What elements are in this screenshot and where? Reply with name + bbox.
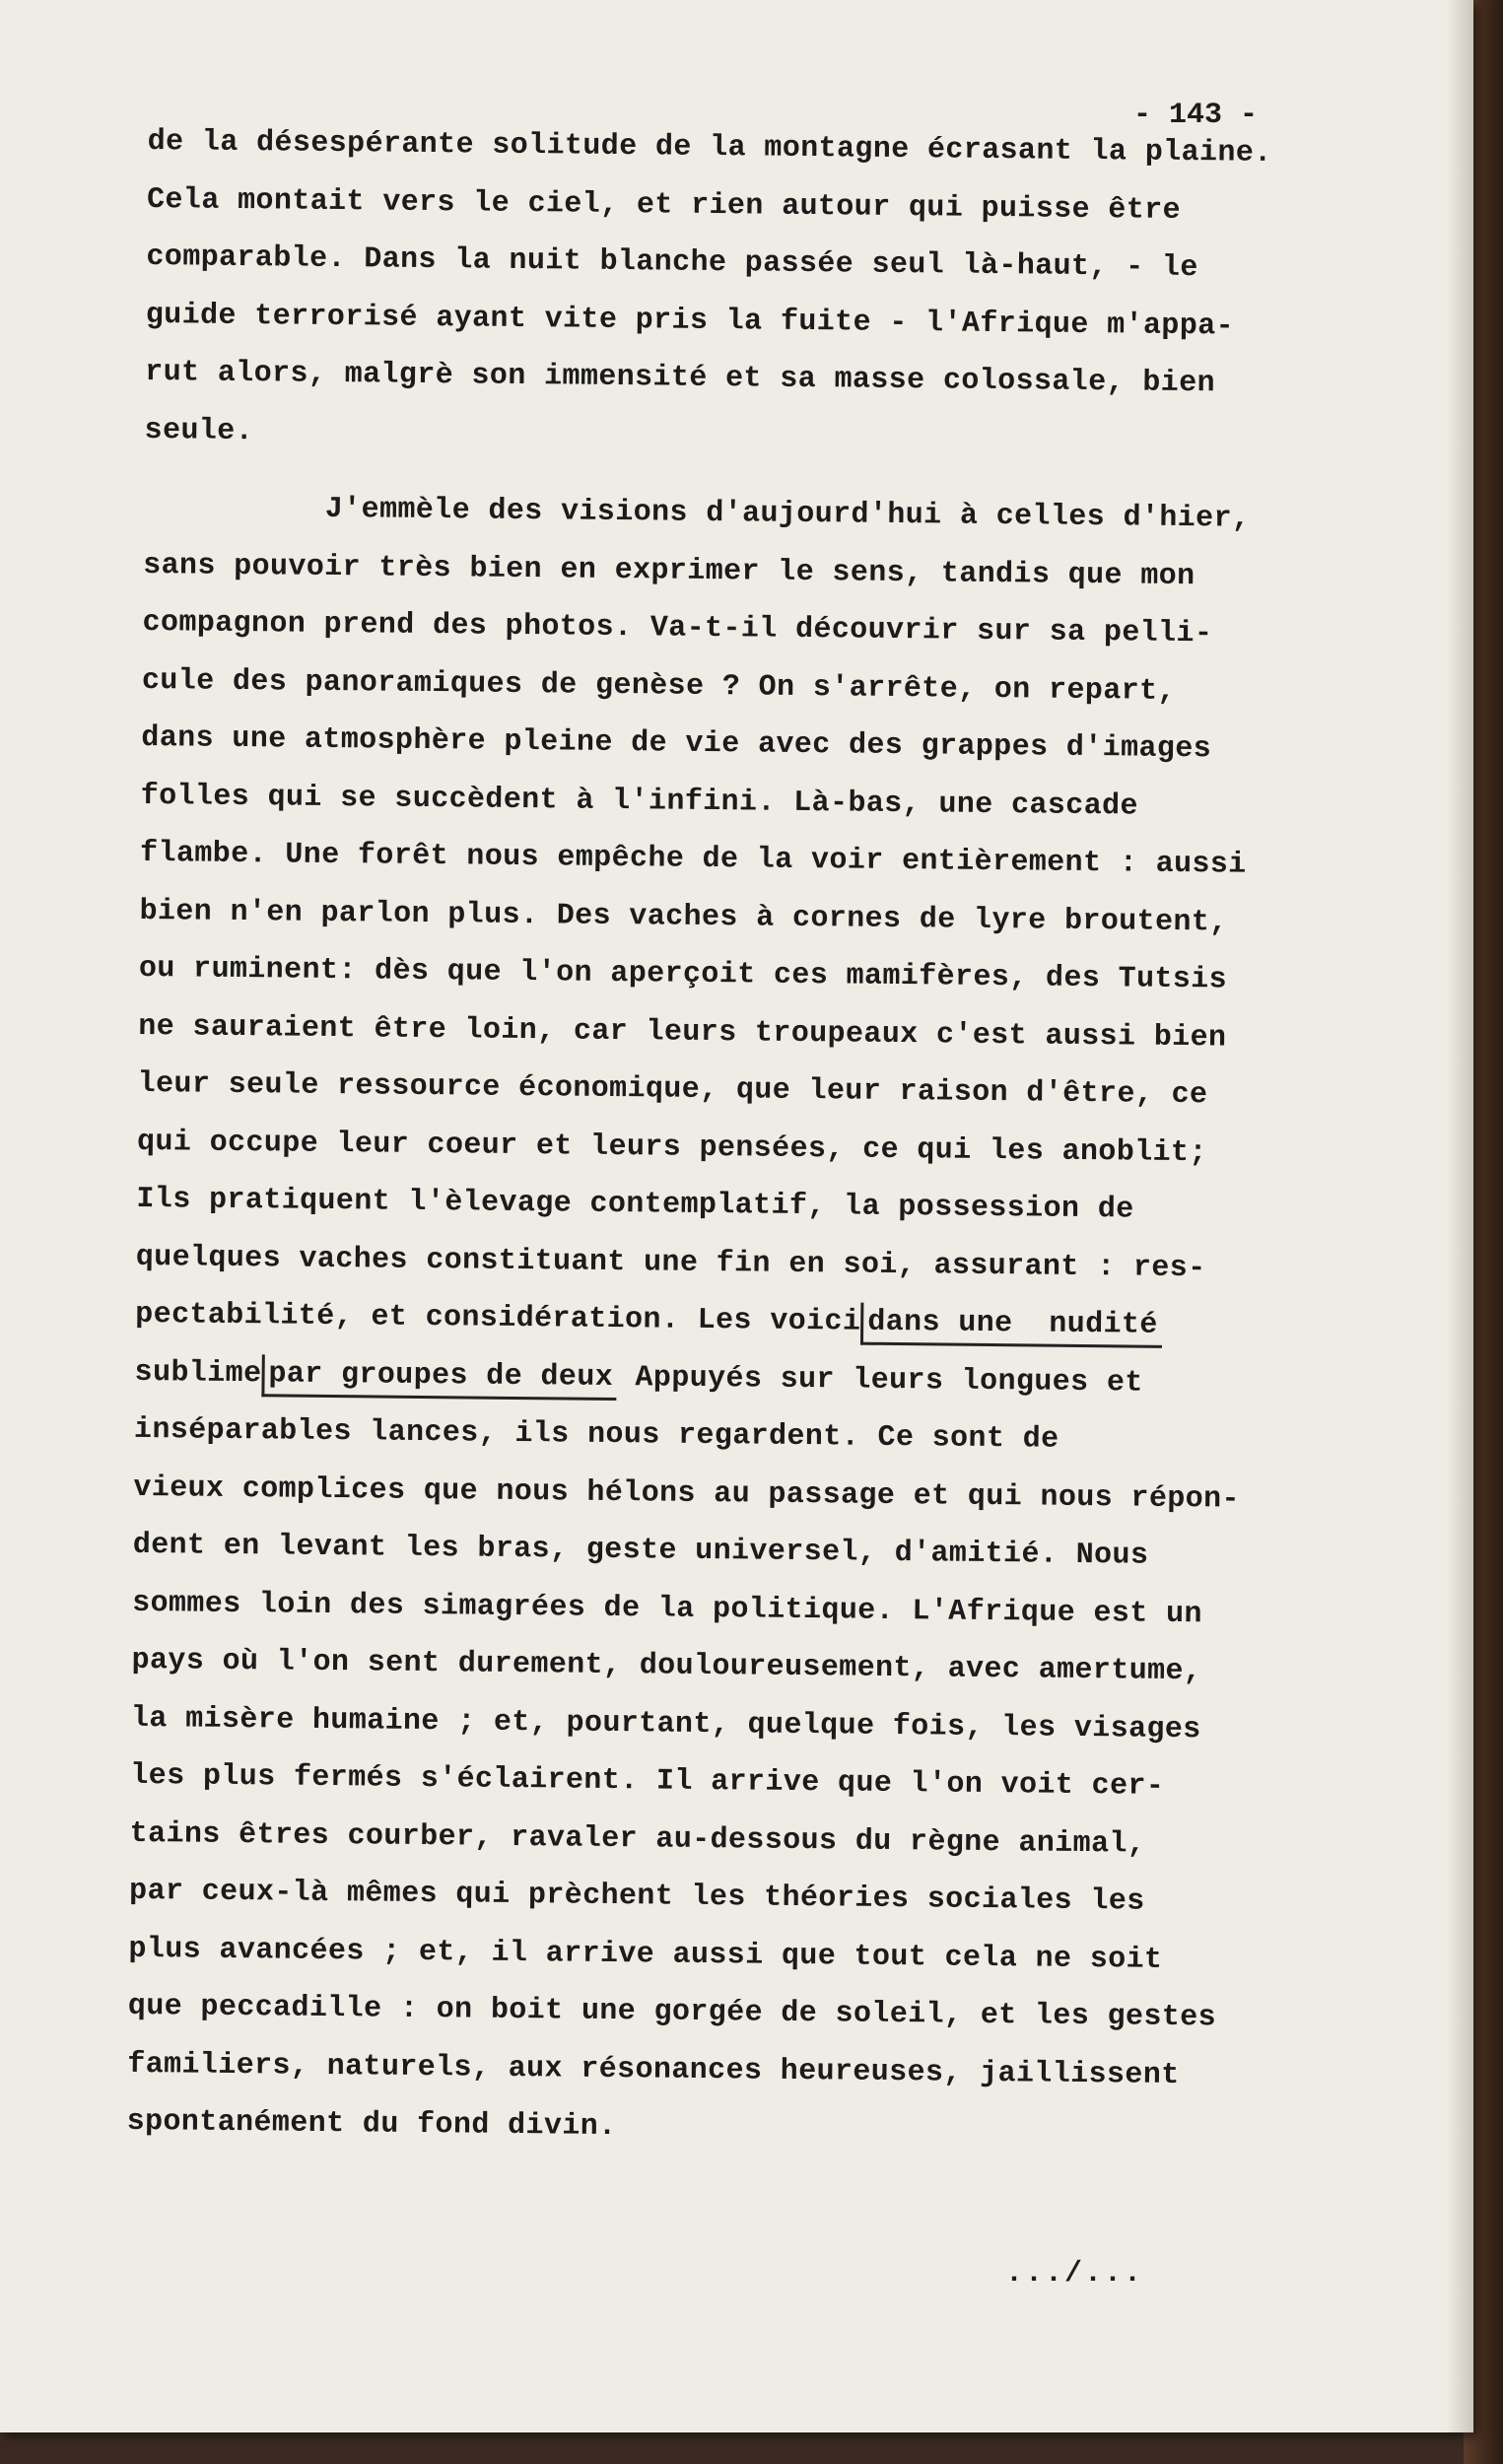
text-line: ne sauraient être loin, car leurs troupeaux c'est aussi bien bbox=[138, 1009, 1227, 1056]
text-line: plus avancées ; et, il arrive aussi que tout cela ne soit bbox=[128, 1932, 1163, 1977]
text-line: J'emmèle des visions d'aujourd'hui à celles d'hier, bbox=[143, 490, 1251, 536]
text-line: leur seule ressource économique, que leur raison d'être, ce bbox=[137, 1066, 1208, 1113]
text-line: Ils pratiquent l'èlevage contemplatif, la possession de bbox=[136, 1182, 1134, 1227]
text-line: flambe. Une forêt nous empêche de la voir entièrement : aussi bbox=[139, 836, 1247, 882]
text-line: dans une atmosphère pleine de vie avec des grappes d'images bbox=[141, 720, 1212, 767]
boxed-annotation: dans une nudité bbox=[860, 1303, 1162, 1348]
text-line: Cela montait vers le ciel, et rien autour qui puisse être bbox=[146, 182, 1182, 228]
boxed-annotation: par groupes de deux bbox=[261, 1354, 617, 1401]
text-line: cule des panoramiques de genèse ? On s'arrête, on repart, bbox=[141, 663, 1177, 709]
text-line: qui occupe leur coeur et leurs pensées, ce qui les anoblit; bbox=[136, 1125, 1207, 1170]
text-line: comparable. Dans la nuit blanche passée seul là-haut, - le bbox=[146, 240, 1198, 286]
text-line: tains êtres courber, ravaler au-dessous du règne animal, bbox=[129, 1816, 1146, 1862]
text-line: folles qui se succèdent à l'infini. Là-bas, une cascade bbox=[140, 779, 1139, 824]
text-segment: pectabilité, et considération. Les voici bbox=[135, 1297, 861, 1339]
text-segment: sublime bbox=[134, 1355, 262, 1391]
text-line: spontanément du fond divin. bbox=[126, 2104, 617, 2145]
text-line: familiers, naturels, aux résonances heureuses, jaillissent bbox=[127, 2047, 1180, 2092]
text-line: sans pouvoir très bien en exprimer le sens, tandis que mon bbox=[143, 548, 1196, 593]
text-line: dent en levant les bras, geste universel, d'amitié. Nous bbox=[132, 1528, 1149, 1573]
text-line: compagnon prend des photos. Va-t-il découvrir sur sa pelli- bbox=[142, 605, 1213, 651]
text-line: quelques vaches constituant une fin en soi, assurant : res- bbox=[135, 1240, 1206, 1285]
page-number: - 143 - bbox=[1133, 99, 1259, 132]
text-line: seule. bbox=[144, 413, 254, 448]
text-line: inséparables lances, ils nous regardent. Ce sont de bbox=[133, 1412, 1059, 1457]
text-line: vieux complices que nous hélons au passage et qui nous répon- bbox=[133, 1471, 1241, 1517]
text-line: pays où l'on sent durement, douloureusement, avec amertume, bbox=[131, 1643, 1202, 1689]
text-segment: Appuyés sur leurs longues et bbox=[616, 1360, 1143, 1401]
continuation-mark: .../... bbox=[1005, 2257, 1144, 2291]
page-edge-shadow bbox=[1446, 0, 1473, 2432]
page-text bbox=[126, 113, 1380, 2163]
text-line: les plus fermés s'éclairent. Il arrive que l'on voit cer- bbox=[130, 1758, 1165, 1804]
text-line: ou ruminent: dès que l'on aperçoit ces mamifères, des Tutsis bbox=[138, 951, 1228, 997]
text-line: par ceux-là mêmes qui prèchent les théories sociales les bbox=[128, 1874, 1145, 1919]
text-line: la misère humaine ; et, pourtant, quelque fois, les visages bbox=[130, 1701, 1201, 1746]
text-line: de la désespérante solitude de la montagne écrasant la plaine. bbox=[147, 124, 1272, 171]
text-line: que peccadille : on boit une gorgée de soleil, et les gestes bbox=[127, 1989, 1217, 2035]
text-line: sommes loin des simagrées de la politique. L'Afrique est un bbox=[131, 1586, 1203, 1631]
text-line: bien n'en parlon plus. Des vaches à cornes de lyre broutent, bbox=[139, 894, 1228, 940]
text-line: guide terrorisé ayant vite pris la fuite - l'Afrique m'appa- bbox=[145, 298, 1235, 344]
text-line: rut alors, malgrè son immensité et sa masse colossale, bien bbox=[145, 355, 1216, 401]
